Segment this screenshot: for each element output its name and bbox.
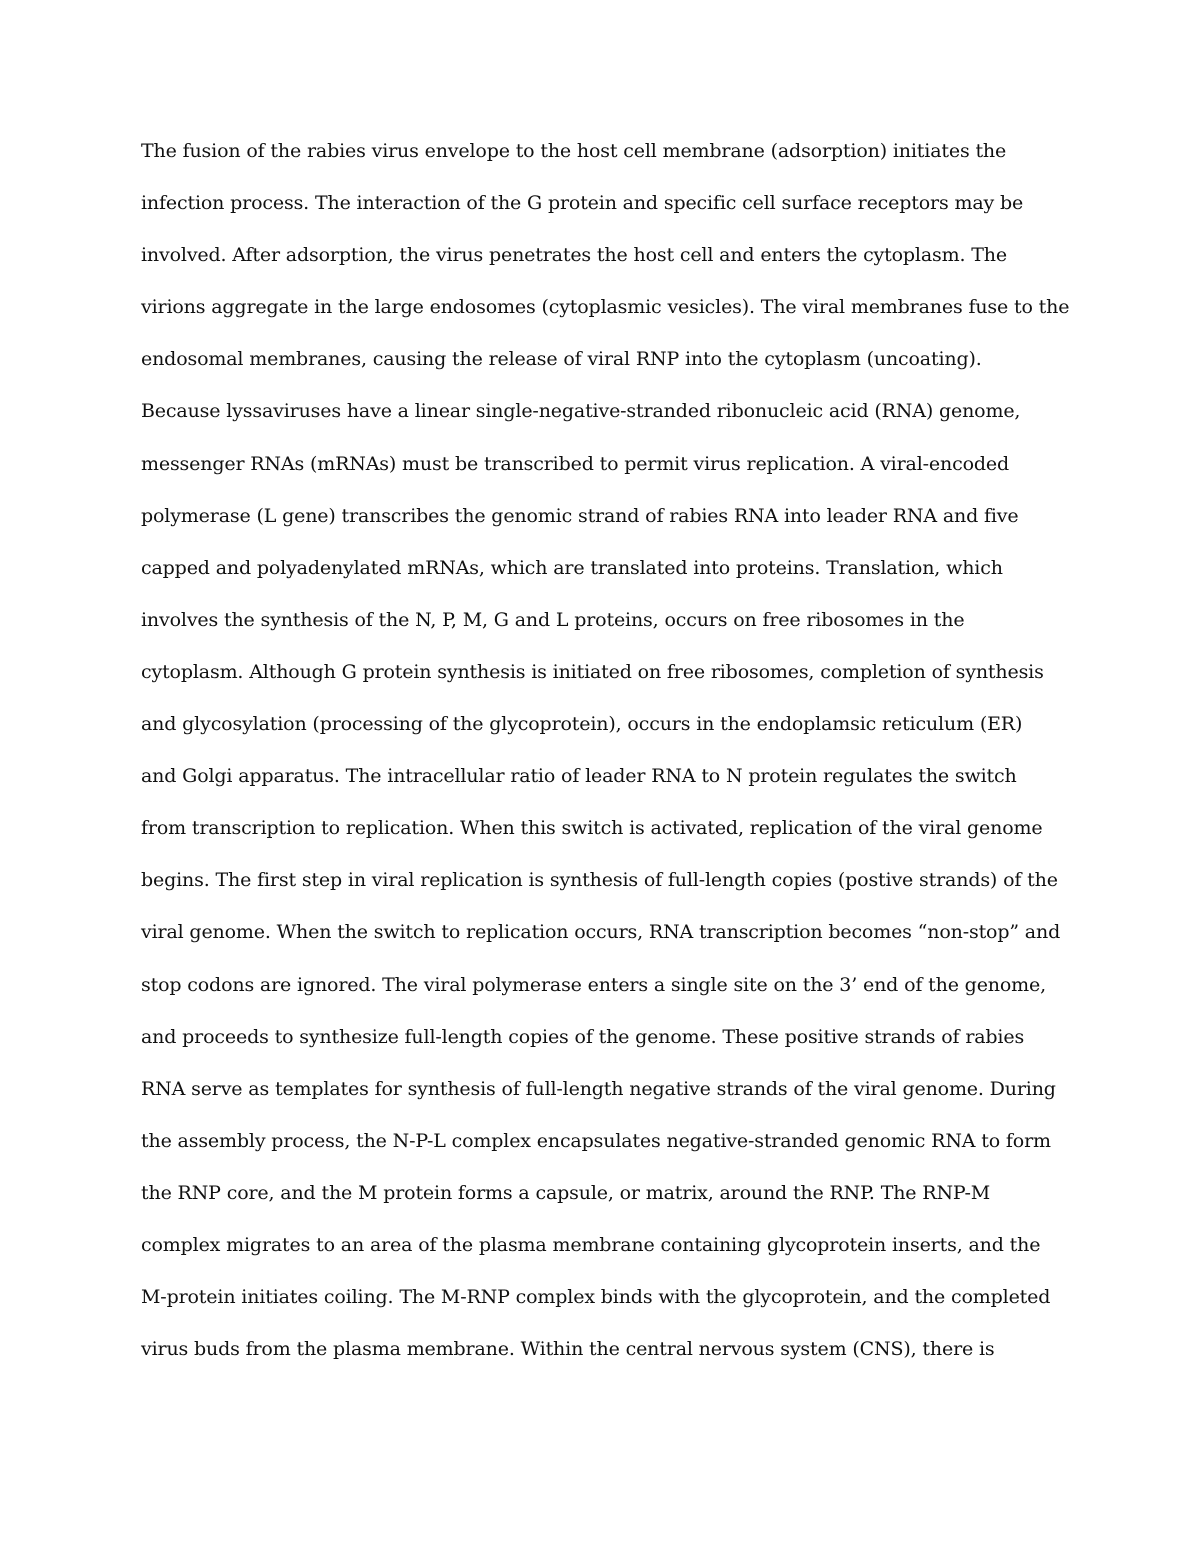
text-line-1: The fusion of the rabies virus envelope to the host cell membrane (adsorption) initiates the	[141, 140, 1007, 162]
text-line-8: polymerase (L gene) transcribes the genomic strand of rabies RNA into leader RNA and five	[141, 504, 1019, 527]
text-line-18: and proceeds to synthesize full-length copies of the genome. These positive strands of rabies	[141, 1025, 1025, 1048]
text-line-24: virus buds from the plasma membrane. Within the central nervous system (CNS), there is	[141, 1338, 995, 1361]
text-line-3: involved. After adsorption, the virus penetrates the host cell and enters the cytoplasm. The	[141, 244, 1007, 267]
text-line-9: capped and polyadenylated mRNAs, which are translated into proteins. Translation, which	[141, 556, 1003, 579]
text-line-19: RNA serve as templates for synthesis of full-length negative strands of the viral genome. During	[141, 1077, 1056, 1100]
text-line-22: complex migrates to an area of the plasma membrane containing glycoprotein inserts, and the	[141, 1233, 1041, 1256]
body-paragraph	[141, 131, 1081, 1381]
text-line-2: infection process. The interaction of the G protein and specific cell surface receptors may be	[141, 192, 1024, 215]
text-line-7: messenger RNAs (mRNAs) must be transcribed to permit virus replication. A viral-encoded	[141, 452, 1009, 475]
text-line-6: Because lyssaviruses have a linear single-negative-stranded ribonucleic acid (RNA) genome,	[141, 400, 1021, 423]
text-line-15: begins. The first step in viral replication is synthesis of full-length copies (postive strands) of the	[141, 869, 1058, 892]
text-line-5: endosomal membranes, causing the release of viral RNP into the cytoplasm (uncoating).	[141, 348, 982, 371]
text-line-20: the assembly process, the N-P-L complex encapsulates negative-stranded genomic RNA to form	[141, 1129, 1051, 1152]
text-line-23: M-protein initiates coiling. The M-RNP complex binds with the glycoprotein, and the completed	[141, 1286, 1051, 1309]
text-line-14: from transcription to replication. When this switch is activated, replication of the viral genome	[141, 817, 1043, 840]
text-line-4: virions aggregate in the large endosomes (cytoplasmic vesicles). The viral membranes fuse to the	[141, 296, 1070, 319]
text-line-10: involves the synthesis of the N, P, M, G and L proteins, occurs on free ribosomes in the	[141, 608, 965, 631]
text-line-17: stop codons are ignored. The viral polymerase enters a single site on the 3’ end of the genome,	[141, 973, 1047, 996]
text-line-11: cytoplasm. Although G protein synthesis is initiated on free ribosomes, completion of synthesis	[141, 660, 1044, 683]
text-line-21: the RNP core, and the M protein forms a capsule, or matrix, around the RNP. The RNP-M	[141, 1181, 991, 1204]
text-line-13: and Golgi apparatus. The intracellular ratio of leader RNA to N protein regulates the switch	[141, 765, 1017, 788]
text-line-12: and glycosylation (processing of the glycoprotein), occurs in the endoplamsic reticulum (ER)	[141, 713, 1023, 736]
text-line-16: viral genome. When the switch to replication occurs, RNA transcription becomes “non-stop” and	[141, 921, 1061, 944]
